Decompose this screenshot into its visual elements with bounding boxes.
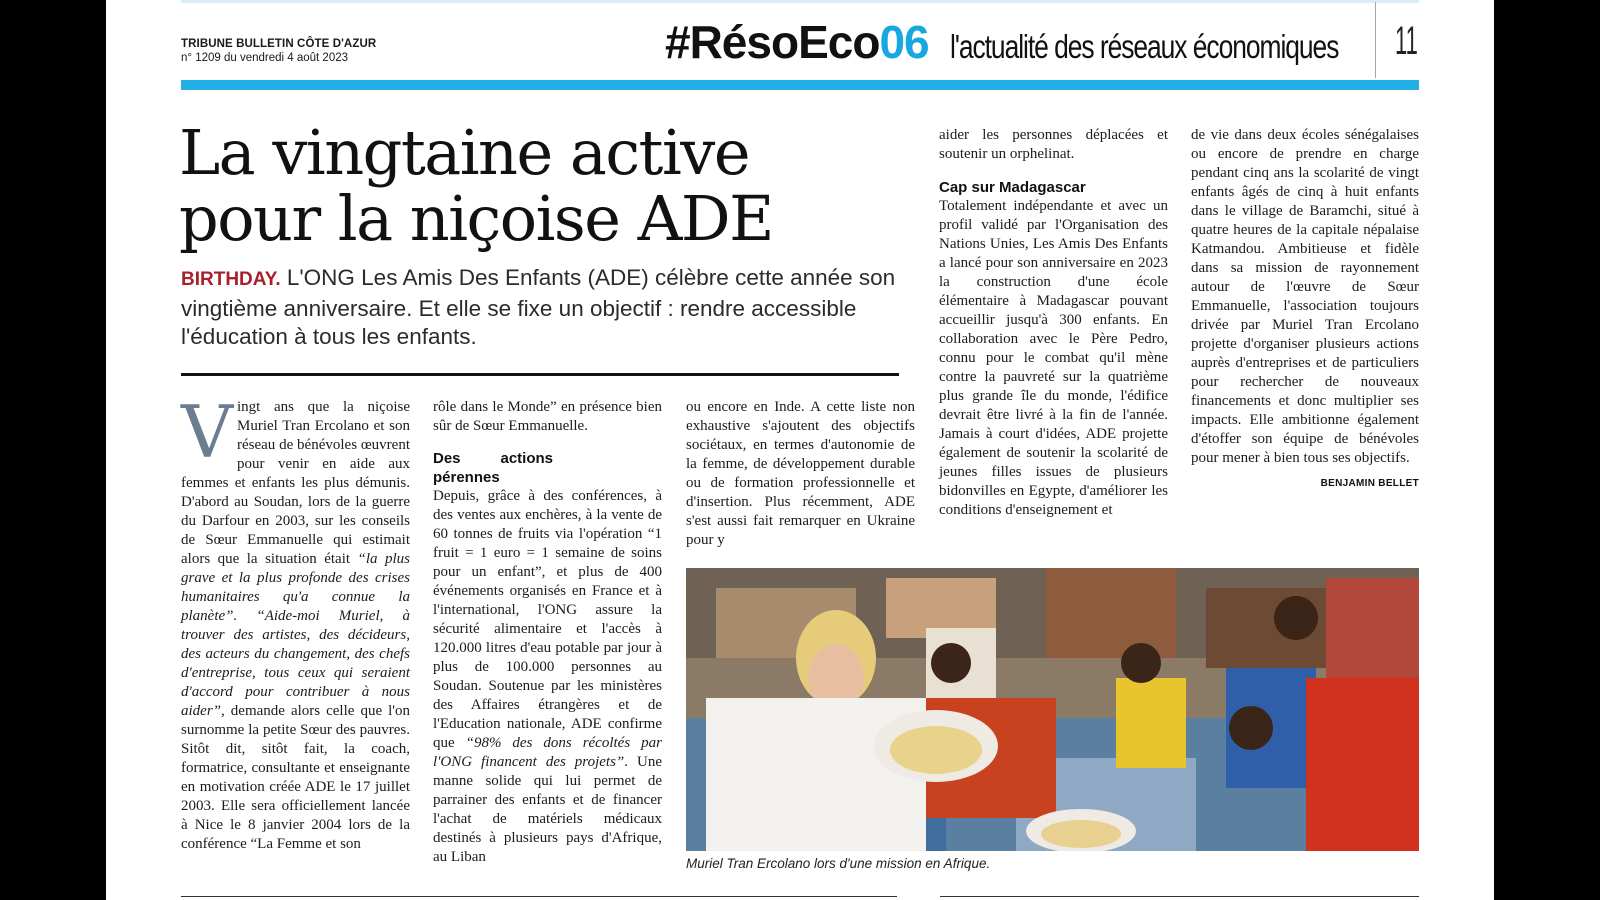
section-tagline: l'actualité des réseaux économiques bbox=[950, 28, 1339, 65]
article-column-3 bbox=[686, 398, 915, 550]
bottom-rule-right bbox=[940, 896, 1419, 897]
top-thin-rule bbox=[181, 0, 1419, 3]
headline-line-2: pour la niçoise ADE bbox=[179, 182, 773, 255]
column-5-text: de vie dans deux écoles sénégalaises ou encore de prendre en charge pendant cinq ans la scolarité de vingt enfants âgés de cinq à huit enfants dans le village de Baramchi, situé à quatre heures de la capitale népalaise Katmandou. Ambitieuse et fidèle dans sa mission de rayonnement autour de l'œuvre de Sœur Emmanuelle, l'association toujours drivée par Muriel Tran Ercolano projette d'organiser plusieurs actions auprès d'entreprises et de particuliers pour rechercher de nouveaux financements et donc multiplier ses impacts. Elle ambitionne également d'étoffer son équipe de bénévoles pour mener à bien tous ses objectifs. bbox=[1191, 127, 1419, 466]
column-3-text: ou encore en Inde. A cette liste non exhaustive s'ajoutent des objectifs sociétaux, en termes d'autonomie de la femme, de développement durable ou de formation professionnelle et d'insertion. Plus récemment, ADE s'est aussi fait remarquer en Ukraine pour y bbox=[686, 399, 915, 548]
issue-line: n° 1209 du vendredi 4 août 2023 bbox=[181, 52, 349, 64]
brand-number: 06 bbox=[879, 16, 929, 68]
masthead-separator bbox=[1375, 2, 1376, 78]
column-4-text: Totalement indépendante et avec un profil validé par l'Organisation des Nations Unies, Les Amis Des Enfants a lancé pour son anniversaire en 2023 la construction d'une école élémentaire à Madagascar pouvant accueillir jusqu'à 300 enfants. En collaboration avec le Père Pedro, connu pour le combat qu'il mène contre la pauvreté sur la quatrième plus grande île du monde, l'édifice devrait être livré à la fin de l'année. Jamais à court d'idées, ADE projette également de soutenir la scolarité de jeunes filles issues de plusieurs bidonvilles en Egypte, d'améliorer les conditions d'enseignement et bbox=[939, 198, 1168, 518]
column-2-text-b: . Une manne solide qui lui permet de parrainer des enfants et de financer l'achat de matériels médicaux destinés à plusieurs pays d'Afrique, au Liban bbox=[433, 754, 662, 865]
article-column-1 bbox=[181, 390, 411, 854]
deck-kicker: BIRTHDAY. bbox=[181, 269, 281, 290]
photo-illustration bbox=[686, 568, 1419, 851]
masthead-info bbox=[181, 37, 376, 65]
column-1-text-a: ingt ans que la niçoise Muriel Tran Ercolano et son réseau de bénévoles œuvrent pour venir en aide aux femmes et enfants les plus démunis. D'abord au Soudan, lors de la guerre du Darfour en 2003, sur les conseils de Sœur Emmanuelle qui estimait alors que la situation était bbox=[181, 399, 410, 567]
column-4-intro: aider les personnes déplacées et soutenir un orphelinat. bbox=[939, 127, 1168, 162]
article-column-2 bbox=[433, 398, 662, 867]
byline: BENJAMIN BELLET bbox=[1320, 478, 1419, 489]
headline-rule bbox=[181, 373, 899, 376]
article-deck bbox=[181, 264, 901, 352]
column-1-text-b: , demande alors celle que l'on surnomme la petite Sœur des pauvres. Sitôt dit, sitôt fait, la coach, formatrice, consultante et enseignante en motivation créée ADE le 17 juillet 2003. Elle sera officiellement lancée à Nice le 8 janvier 2004 lors de la conférence “La Femme et son bbox=[181, 703, 410, 852]
deck-text: L'ONG Les Amis Des Enfants (ADE) célèbre cette année son vingtième anniversaire. Et elle se fixe un objectif : rendre accessible l'éducation à tous les enfants. bbox=[181, 265, 896, 349]
subhead-actions: Des actions pérennes bbox=[433, 450, 553, 486]
article-column-5 bbox=[1191, 126, 1419, 493]
article-column-4 bbox=[939, 126, 1168, 520]
newspaper-page bbox=[106, 0, 1494, 900]
article-photo bbox=[686, 568, 1419, 851]
headline-line-1: La vingtaine active bbox=[179, 116, 750, 189]
page-number: 11 bbox=[1395, 19, 1418, 63]
drop-cap: V bbox=[181, 390, 233, 474]
brand-name: #RésoEco bbox=[665, 16, 880, 68]
section-color-bar bbox=[181, 80, 1419, 90]
photo-caption: Muriel Tran Ercolano lors d'une mission en Afrique. bbox=[686, 856, 991, 871]
column-2-intro: rôle dans le Monde” en présence bien sûr de Sœur Emmanuelle. bbox=[433, 399, 662, 434]
column-2-text-a: Depuis, grâce à des conférences, à des ventes aux enchères, à la vente de 60 tonnes de fruits via l'opération “1 fruit = 1 euro = 1 semaine de soins pour un enfant”, et plus de 400 événements organisés en France et à l'international, l'ONG assure la sécurité alimentaire et l'accès à 120.000 litres d'eau potable par jour à plus de 100.000 personnes au Soudan. Soutenue par les ministères des Affaires étrangères et de l'Education nationale, ADE confirme que bbox=[433, 488, 662, 751]
article-headline bbox=[179, 116, 899, 255]
subhead-madagascar: Cap sur Madagascar bbox=[939, 179, 1086, 196]
column-2-quote: “98% des dons récoltés par l'ONG financent des projets” bbox=[433, 735, 662, 770]
bottom-rule-left bbox=[181, 896, 897, 897]
section-brand bbox=[665, 14, 929, 70]
publication-name: TRIBUNE BULLETIN CÔTE D'AZUR bbox=[181, 38, 377, 50]
column-1-quote: “la plus grave et la plus profonde des crises humanitaires qu'a connue la planète”. “Aide-moi Muriel, à trouver des artistes, des décideurs, des acteurs du changement, des chefs d'entreprise, tous ceux qui seraient d'accord pour contribuer à nous aider” bbox=[181, 551, 411, 719]
